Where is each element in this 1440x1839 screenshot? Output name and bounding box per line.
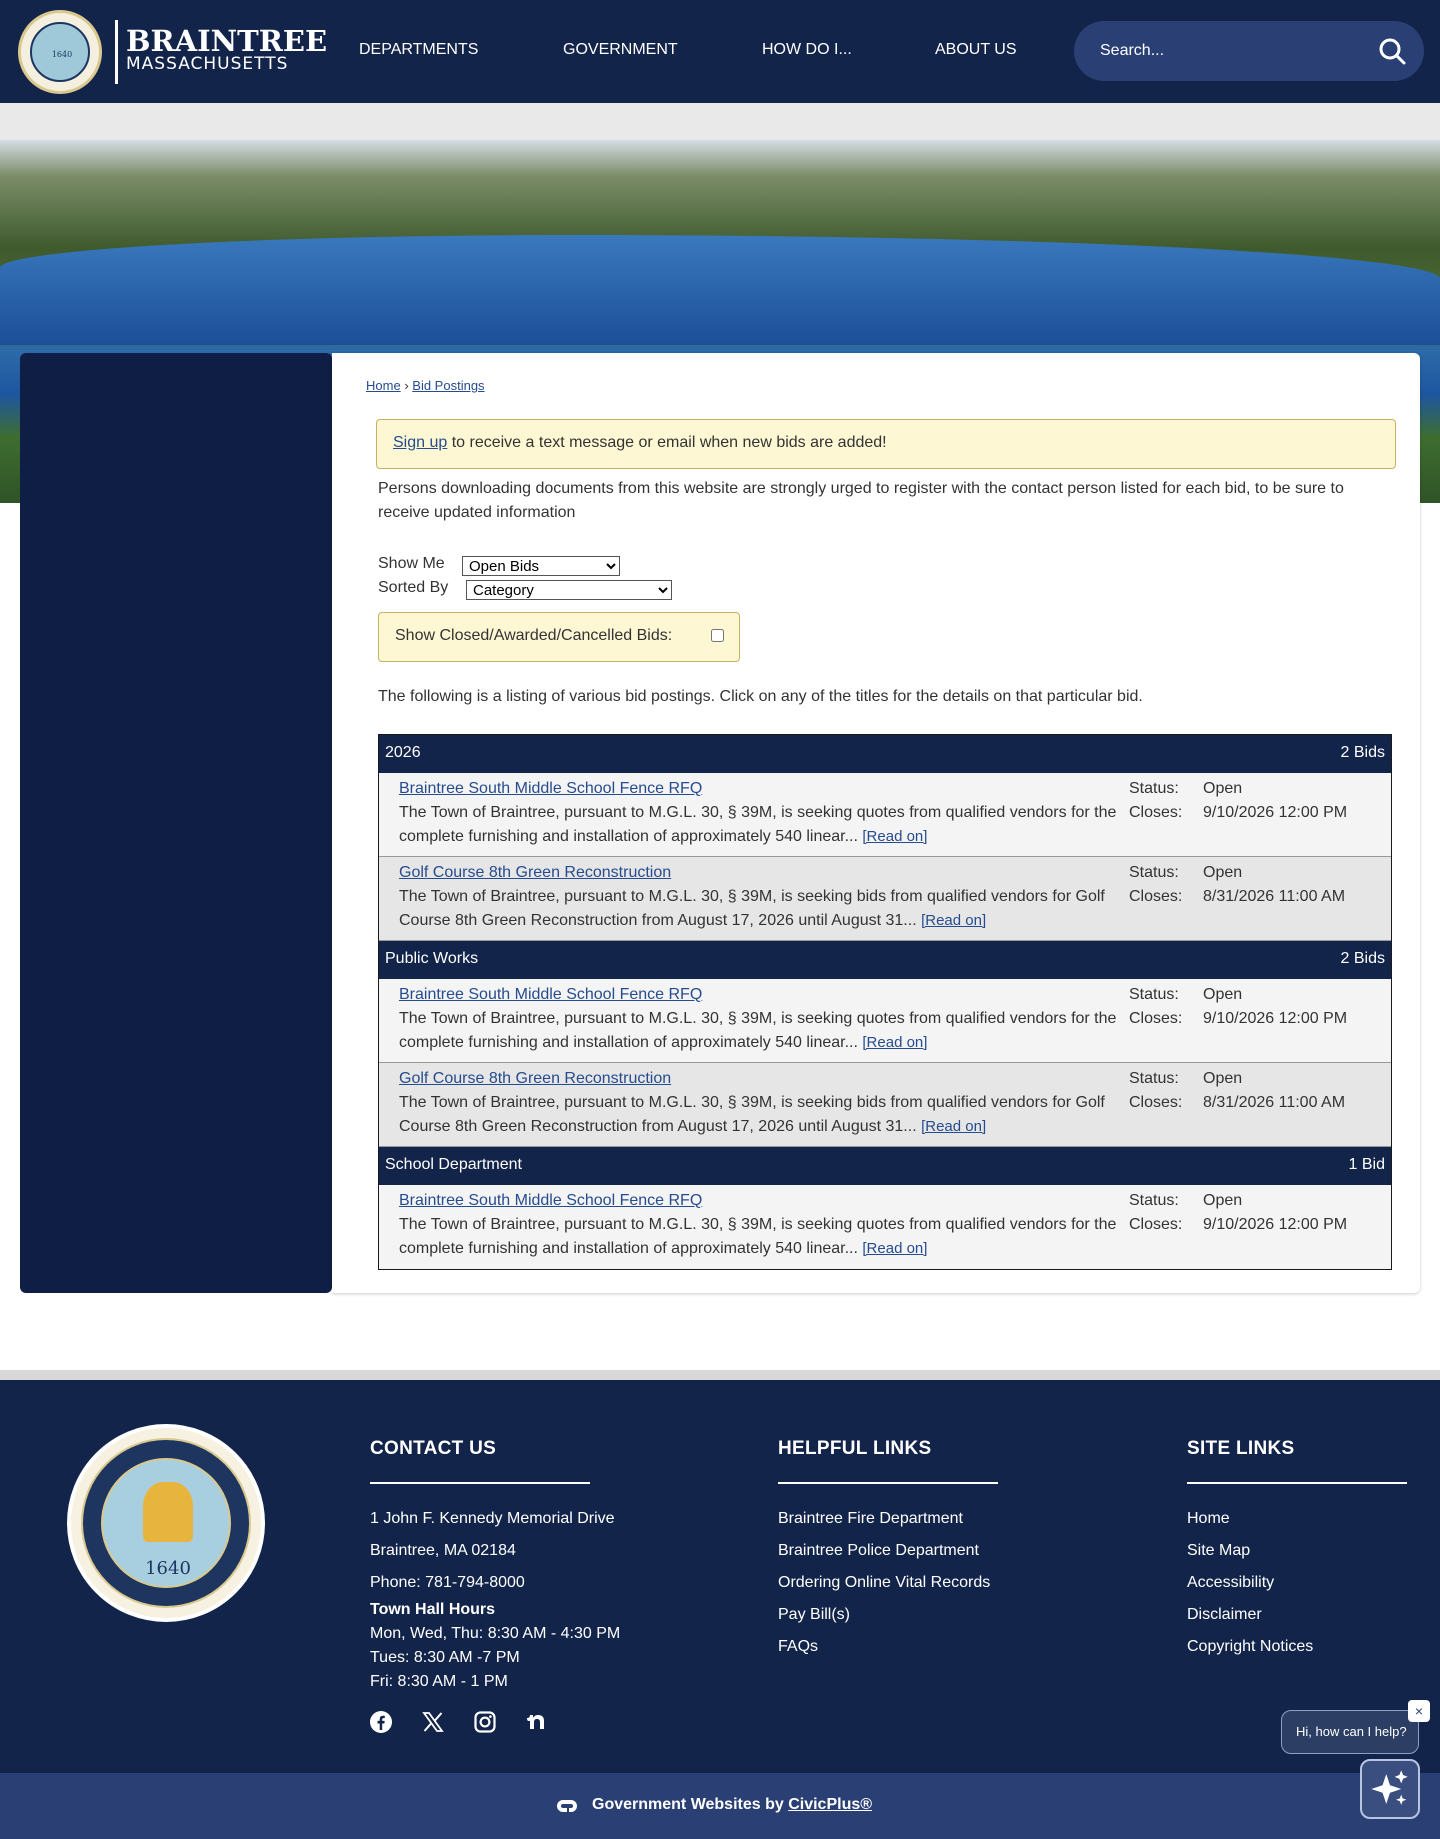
status-value: Open [1203,1192,1243,1209]
link-home[interactable]: Home [1187,1510,1230,1527]
nextdoor-icon[interactable] [525,1710,549,1734]
chat-prompt-bubble[interactable]: Hi, how can I help? [1281,1710,1419,1754]
status-label: Status: [1129,1070,1179,1087]
status-label: Status: [1129,1192,1179,1209]
bid-row [379,1063,1391,1147]
footer-separator [0,1370,1440,1380]
helpful-links-heading: HELPFUL LINKS [778,1438,932,1459]
site-links-underline [1187,1482,1407,1484]
download-notice: Persons downloading documents from this website are strongly urged to register with the contact person listed for each bid, to be sure to receive updated information [378,480,1344,521]
category-count: 1 Bid [1348,1156,1385,1173]
link-fire-department[interactable]: Braintree Fire Department [778,1510,963,1527]
link-police-department[interactable]: Braintree Police Department [778,1542,979,1559]
category-name: 2026 [385,744,421,761]
hours-line-1: Mon, Wed, Thu: 8:30 AM - 4:30 PM [370,1625,621,1642]
hours-line-2: Tues: 8:30 AM -7 PM [370,1649,520,1666]
signup-alert [376,419,1396,469]
link-vital-records[interactable]: Ordering Online Vital Records [778,1574,991,1591]
sparkle-icon [1362,1761,1418,1817]
nav-about-us[interactable]: ABOUT US [935,41,1017,58]
signup-link[interactable]: Sign up [393,434,448,451]
closed-bids-label: Show Closed/Awarded/Cancelled Bids: [395,627,673,644]
signup-text: to receive a text message or email when new bids are added! [447,434,887,451]
nav-government[interactable]: GOVERNMENT [563,41,678,58]
contact-underline [370,1482,590,1484]
closes-value: 9/10/2026 12:00 PM [1203,1010,1348,1027]
link-pay-bills[interactable]: Pay Bill(s) [778,1606,851,1623]
civicplus-icon [554,1796,580,1816]
bid-description: The Town of Braintree, pursuant to M.G.L. 30, § 39M, is seeking bids from qualified vendors for Golf Course 8th Green Reconstruction from August 17, 2026 until August 31... [Read on] [399,1094,1105,1135]
breadcrumb-home[interactable]: Home [366,378,401,393]
bid-table [378,734,1392,1270]
sorted-by-select[interactable] [466,580,672,600]
status-label: Status: [1129,986,1179,1003]
town-seal-logo[interactable]: 1640 [18,10,102,94]
instagram-icon[interactable] [473,1710,497,1734]
chat-close-button[interactable]: × [1408,1700,1430,1722]
read-on-link[interactable]: [Read on] [921,912,987,929]
helpful-links-underline [778,1482,998,1484]
closed-bids-filter [378,612,740,662]
closes-value: 9/10/2026 12:00 PM [1203,804,1348,821]
category-header-2026 [379,735,1391,773]
civicplus-bar [0,1773,1440,1839]
sorted-by-label: Sorted By [378,579,449,596]
search-icon[interactable] [1376,35,1408,67]
read-on-link[interactable]: [Read on] [862,1240,928,1257]
closes-value: 8/31/2026 11:00 AM [1203,888,1346,905]
category-count: 2 Bids [1340,744,1385,761]
read-on-link[interactable]: [Read on] [862,828,928,845]
search-input[interactable] [1100,40,1370,62]
status-label: Status: [1129,780,1179,797]
nav-how-do-i[interactable]: HOW DO I... [762,41,852,58]
logo-divider [115,20,118,84]
read-on-link[interactable]: [Read on] [921,1118,987,1135]
closes-label: Closes: [1129,1216,1183,1233]
closes-value: 8/31/2026 11:00 AM [1203,1094,1346,1111]
bid-row [379,773,1391,857]
show-me-select[interactable] [462,556,620,576]
bid-title-link[interactable]: Braintree South Middle School Fence RFQ [399,780,703,797]
nav-departments[interactable]: DEPARTMENTS [359,41,479,58]
address-line-2: Braintree, MA 02184 [370,1542,516,1559]
read-on-link[interactable]: [Read on] [862,1034,928,1051]
category-header-school-department [379,1147,1391,1185]
closes-label: Closes: [1129,804,1183,821]
sidebar [20,353,332,1293]
bid-title-link[interactable]: Golf Course 8th Green Reconstruction [399,864,672,881]
category-header-public-works [379,941,1391,979]
logo-subtitle[interactable]: MASSACHUSETTS [126,54,289,74]
bid-title-link[interactable]: Braintree South Middle School Fence RFQ [399,1192,703,1209]
category-name: Public Works [385,950,479,967]
footer-town-seal: 1640 [67,1424,265,1622]
status-value: Open [1203,864,1243,881]
breadcrumb-separator: › [404,378,409,393]
facebook-icon[interactable] [369,1710,393,1734]
bid-row [379,979,1391,1063]
site-footer [0,1380,1440,1773]
x-icon[interactable] [421,1710,445,1734]
link-accessibility[interactable]: Accessibility [1187,1574,1275,1591]
bid-description: The Town of Braintree, pursuant to M.G.L. 30, § 39M, is seeking quotes from qualified vendors for the complete furnishing and installation of approximately 540 linear... [Read on] [399,1010,1117,1051]
logo-title[interactable]: BRAINTREE [126,24,328,58]
closes-label: Closes: [1129,1094,1183,1111]
site-links-heading: SITE LINKS [1187,1438,1295,1459]
chat-assistant-button[interactable] [1360,1759,1420,1819]
breadcrumb-bid-postings[interactable]: Bid Postings [412,378,485,393]
category-count: 2 Bids [1340,950,1385,967]
status-label: Status: [1129,864,1179,881]
breadcrumb [366,378,485,393]
bid-title-link[interactable]: Braintree South Middle School Fence RFQ [399,986,703,1003]
bid-row [379,857,1391,941]
site-header [0,0,1440,103]
bid-description: The Town of Braintree, pursuant to M.G.L. 30, § 39M, is seeking bids from qualified vendors for Golf Course 8th Green Reconstruction from August 17, 2026 until August 31... [Read on] [399,888,1105,929]
bid-title-link[interactable]: Golf Course 8th Green Reconstruction [399,1070,672,1087]
show-me-label: Show Me [378,555,445,572]
contact-heading: CONTACT US [370,1438,497,1459]
bid-description: The Town of Braintree, pursuant to M.G.L. 30, § 39M, is seeking quotes from qualified vendors for the complete furnishing and installation of approximately 540 linear... [Read on] [399,804,1117,845]
closes-label: Closes: [1129,1010,1183,1027]
status-value: Open [1203,1070,1243,1087]
status-value: Open [1203,780,1243,797]
status-value: Open [1203,986,1243,1003]
bid-description: The Town of Braintree, pursuant to M.G.L. 30, § 39M, is seeking quotes from qualified vendors for the complete furnishing and installation of approximately 540 linear... [Read on] [399,1216,1117,1257]
closed-bids-checkbox[interactable] [711,629,724,642]
hours-heading: Town Hall Hours [370,1601,496,1618]
link-site-map[interactable]: Site Map [1187,1542,1251,1559]
link-faqs[interactable]: FAQs [778,1638,819,1655]
listing-intro: The following is a listing of various bid postings. Click on any of the titles for the details on that particular bid. [378,688,1143,705]
civicplus-link[interactable]: CivicPlus® [788,1796,873,1813]
category-name: School Department [385,1156,522,1173]
link-copyright-notices[interactable]: Copyright Notices [1187,1638,1314,1655]
bid-row [379,1185,1391,1269]
phone: Phone: 781-794-8000 [370,1574,525,1591]
civicplus-credit: Government Websites by CivicPlus® [592,1796,873,1813]
link-disclaimer[interactable]: Disclaimer [1187,1606,1262,1623]
closes-label: Closes: [1129,888,1183,905]
address-line-1: 1 John F. Kennedy Memorial Drive [370,1510,615,1527]
hours-line-3: Fri: 8:30 AM - 1 PM [370,1673,508,1690]
closes-value: 9/10/2026 12:00 PM [1203,1216,1348,1233]
search-box [1074,21,1424,81]
main-content [332,353,1420,1293]
